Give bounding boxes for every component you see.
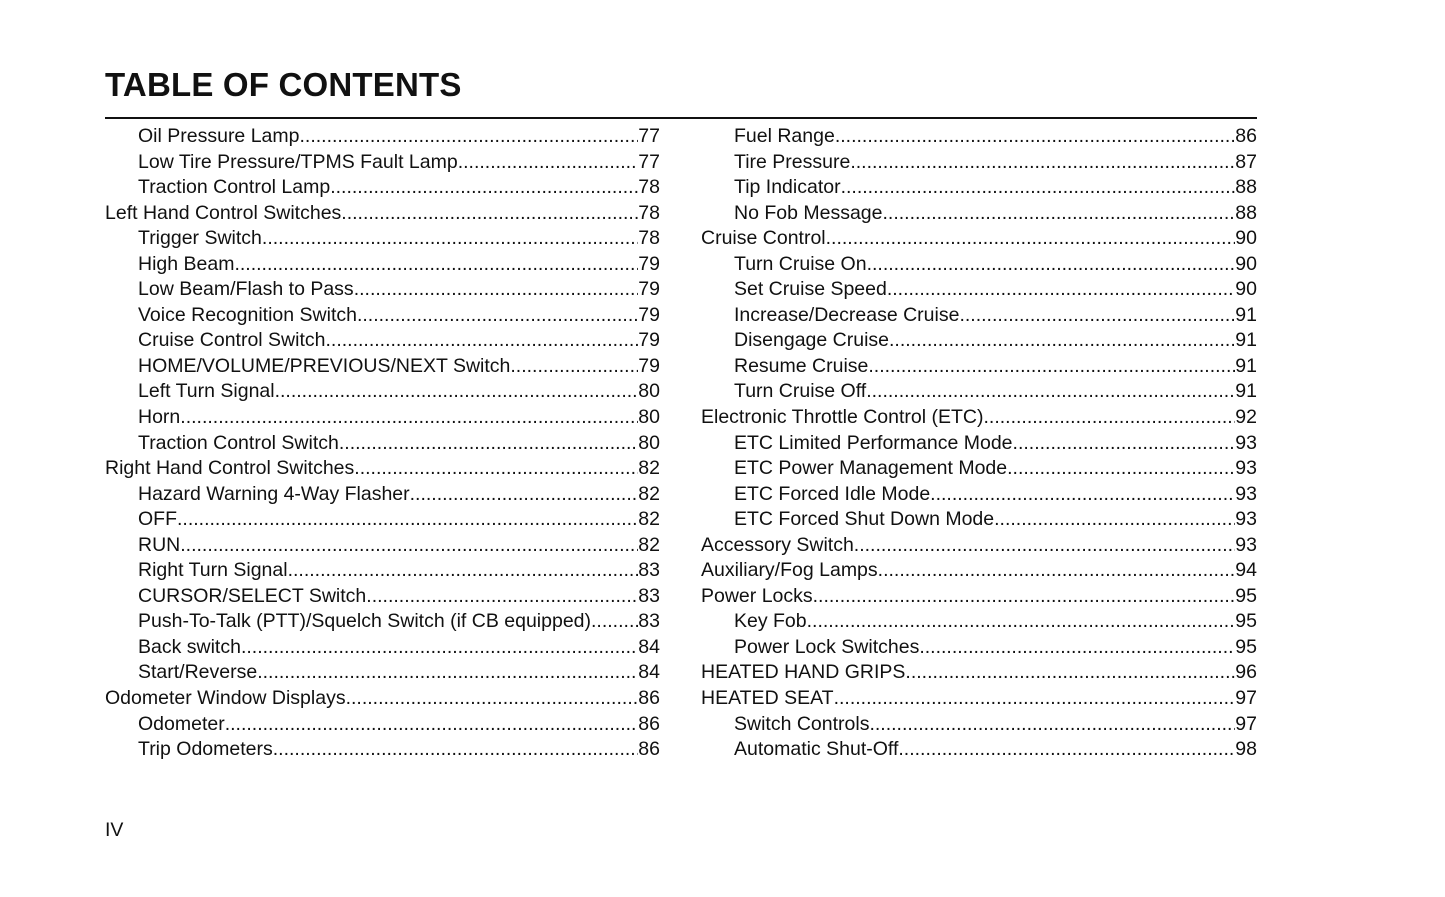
toc-entry-page: 80 <box>638 431 660 454</box>
toc-entry-page: 93 <box>1235 482 1257 505</box>
dot-leader <box>919 635 1235 661</box>
toc-entry-page: 95 <box>1235 610 1257 633</box>
dot-leader <box>257 660 638 686</box>
toc-subentry[interactable] <box>105 660 660 686</box>
toc-subentry[interactable] <box>105 226 660 252</box>
toc-entry-label: Traction Control Switch <box>138 431 339 454</box>
toc-entry[interactable] <box>701 584 1257 610</box>
dot-leader <box>325 328 638 354</box>
toc-entry-label: Auxiliary/Fog Lamps <box>701 559 878 582</box>
toc-entry-label: Cruise Control <box>701 227 826 250</box>
toc-subentry[interactable] <box>701 175 1257 201</box>
toc-entry-page: 80 <box>638 380 660 403</box>
toc-subentry[interactable] <box>105 558 660 584</box>
toc-subentry[interactable] <box>701 507 1257 533</box>
dot-leader <box>354 277 639 303</box>
dot-leader <box>930 482 1235 508</box>
toc-entry-page: 88 <box>1235 201 1257 224</box>
toc-entry-label: Power Locks <box>701 584 813 607</box>
toc-entry-label: Switch Controls <box>734 712 870 735</box>
toc-subentry[interactable] <box>105 584 660 610</box>
dot-leader <box>807 609 1236 635</box>
toc-entry[interactable] <box>701 405 1257 431</box>
toc-subentry[interactable] <box>701 379 1257 405</box>
toc-subentry[interactable] <box>105 712 660 738</box>
toc-entry-label: Odometer Window Displays <box>105 687 346 710</box>
toc-entry-label: Start/Reverse <box>138 661 258 684</box>
toc-entry-label: Power Lock Switches <box>734 635 920 658</box>
toc-subentry[interactable] <box>701 431 1257 457</box>
dot-leader <box>869 712 1235 738</box>
toc-entry-page: 83 <box>638 610 660 633</box>
dot-leader <box>834 686 1236 712</box>
dot-leader <box>180 405 638 431</box>
toc-entry[interactable] <box>701 660 1257 686</box>
toc-entry-page: 80 <box>638 406 660 429</box>
toc-entry-label: CURSOR/SELECT Switch <box>138 584 367 607</box>
toc-entry[interactable] <box>701 533 1257 559</box>
toc-entry-page: 82 <box>638 457 660 480</box>
toc-subentry[interactable] <box>105 328 660 354</box>
toc-entry-page: 91 <box>1235 329 1257 352</box>
toc-entry-page: 96 <box>1235 661 1257 684</box>
dot-leader <box>510 354 638 380</box>
dot-leader <box>366 584 638 610</box>
dot-leader <box>878 558 1236 584</box>
toc-left-column <box>105 124 660 763</box>
toc-entry-label: ETC Limited Performance Mode <box>734 431 1013 454</box>
toc-entry-page: 88 <box>1235 176 1257 199</box>
toc-subentry[interactable] <box>105 635 660 661</box>
title-rule <box>105 117 1257 119</box>
toc-entry-page: 93 <box>1235 431 1257 454</box>
toc-entry-label: Trigger Switch <box>138 227 262 250</box>
dot-leader <box>299 124 638 150</box>
dot-leader <box>959 303 1235 329</box>
toc-entry-label: Hazard Warning 4-Way Flasher <box>138 482 410 505</box>
toc-subentry[interactable] <box>105 431 660 457</box>
toc-subentry[interactable] <box>701 456 1257 482</box>
toc-entry[interactable] <box>105 201 660 227</box>
toc-subentry[interactable] <box>701 303 1257 329</box>
toc-subentry[interactable] <box>701 277 1257 303</box>
toc-subentry[interactable] <box>701 609 1257 635</box>
dot-leader <box>887 277 1235 303</box>
toc-entry[interactable] <box>105 686 660 712</box>
toc-entry[interactable] <box>105 456 660 482</box>
toc-entry-page: 78 <box>638 201 660 224</box>
page-title: TABLE OF CONTENTS <box>105 66 462 103</box>
toc-entry-page: 79 <box>638 303 660 326</box>
dot-leader <box>339 431 638 457</box>
toc-subentry[interactable] <box>105 277 660 303</box>
toc-entry-page: 95 <box>1235 584 1257 607</box>
toc-subentry[interactable] <box>701 201 1257 227</box>
toc-entry-page: 90 <box>1235 252 1257 275</box>
toc-subentry[interactable] <box>105 150 660 176</box>
toc-entry[interactable] <box>701 226 1257 252</box>
toc-entry-page: 86 <box>638 712 660 735</box>
toc-entry-label: Resume Cruise <box>734 354 869 377</box>
dot-leader <box>346 686 639 712</box>
toc-entry-label: Horn <box>138 406 181 429</box>
dot-leader <box>867 252 1236 278</box>
toc-entry-label: Fuel Range <box>734 125 835 147</box>
dot-leader <box>341 201 638 227</box>
toc-entry-label: Automatic Shut-Off <box>734 738 899 761</box>
toc-entry-page: 93 <box>1235 508 1257 531</box>
toc-entry-label: Disengage Cruise <box>734 329 890 352</box>
dot-leader <box>1013 431 1236 457</box>
toc-subentry[interactable] <box>105 482 660 508</box>
dot-leader <box>994 507 1235 533</box>
toc-entry-page: 77 <box>638 125 660 147</box>
toc-subentry[interactable] <box>105 252 660 278</box>
toc-entry[interactable] <box>701 686 1257 712</box>
toc-entry-label: Turn Cruise On <box>734 252 867 275</box>
toc-subentry[interactable] <box>105 175 660 201</box>
toc-subentry[interactable] <box>105 379 660 405</box>
toc-entry-label: Turn Cruise Off <box>734 380 867 403</box>
toc-entry-page: 79 <box>638 278 660 301</box>
dot-leader <box>357 303 638 329</box>
toc-subentry[interactable] <box>701 150 1257 176</box>
toc-entry-label: Low Beam/Flash to Pass <box>138 278 354 301</box>
dot-leader <box>234 252 638 278</box>
toc-entry-label: Low Tire Pressure/TPMS Fault Lamp <box>138 150 458 173</box>
toc-subentry[interactable] <box>105 609 660 635</box>
dot-leader <box>177 507 638 533</box>
toc-subentry[interactable] <box>701 328 1257 354</box>
toc-entry-page: 97 <box>1235 712 1257 735</box>
toc-entry-label: Key Fob <box>734 610 807 633</box>
toc-entry-label: ETC Forced Idle Mode <box>734 482 931 505</box>
toc-subentry[interactable] <box>105 354 660 380</box>
dot-leader <box>898 737 1235 763</box>
dot-leader <box>854 533 1236 559</box>
dot-leader <box>330 175 638 201</box>
toc-entry-page: 77 <box>638 150 660 173</box>
toc-entry-page: 82 <box>638 533 660 556</box>
toc-subentry[interactable] <box>701 124 1257 150</box>
toc-entry-label: High Beam <box>138 252 235 275</box>
dot-leader <box>889 328 1235 354</box>
dot-leader <box>905 660 1235 686</box>
toc-entry-page: 86 <box>638 687 660 710</box>
dot-leader <box>866 379 1235 405</box>
dot-leader <box>813 584 1236 610</box>
toc-subentry[interactable] <box>701 354 1257 380</box>
toc-entry-page: 87 <box>1235 150 1257 173</box>
toc-subentry[interactable] <box>701 635 1257 661</box>
toc-subentry[interactable] <box>105 405 660 431</box>
toc-entry-label: ETC Forced Shut Down Mode <box>734 508 995 531</box>
dot-leader <box>354 456 638 482</box>
dot-leader <box>262 226 638 252</box>
toc-entry-page: 91 <box>1235 380 1257 403</box>
toc-entry-page: 90 <box>1235 227 1257 250</box>
toc-entry-page: 91 <box>1235 303 1257 326</box>
toc-subentry[interactable] <box>701 712 1257 738</box>
toc-entry-label: Set Cruise Speed <box>734 278 887 301</box>
toc-entry-page: 95 <box>1235 635 1257 658</box>
dot-leader <box>868 354 1235 380</box>
dot-leader <box>591 609 638 635</box>
toc-entry-label: Cruise Control Switch <box>138 329 326 352</box>
dot-leader <box>841 175 1236 201</box>
toc-entry-page: 79 <box>638 252 660 275</box>
toc-entry-page: 98 <box>1235 738 1257 761</box>
toc-entry-label: Tire Pressure <box>734 150 851 173</box>
dot-leader <box>275 379 639 405</box>
toc-entry-page: 94 <box>1235 559 1257 582</box>
toc-entry-label: Tip Indicator <box>734 176 841 199</box>
toc-entry-page: 79 <box>638 354 660 377</box>
toc-entry-label: No Fob Message <box>734 201 883 224</box>
toc-subentry[interactable] <box>105 124 660 150</box>
toc-entry-label: Left Turn Signal <box>138 380 275 403</box>
toc-entry-label: HEATED SEAT <box>701 687 834 710</box>
toc-entry-page: 97 <box>1235 687 1257 710</box>
dot-leader <box>1007 456 1235 482</box>
toc-entry[interactable] <box>701 558 1257 584</box>
toc-entry-page: 93 <box>1235 533 1257 556</box>
toc-entry-page: 90 <box>1235 278 1257 301</box>
toc-entry-page: 78 <box>638 176 660 199</box>
toc-entry-label: HOME/VOLUME/PREVIOUS/NEXT Switch <box>138 354 511 377</box>
toc-entry-label: Increase/Decrease Cruise <box>734 303 960 326</box>
toc-entry-label: Electronic Throttle Control (ETC) <box>701 406 984 429</box>
dot-leader <box>826 226 1236 252</box>
toc-subentry[interactable] <box>105 303 660 329</box>
toc-entry-page: 91 <box>1235 354 1257 377</box>
dot-leader <box>180 533 638 559</box>
toc-entry-page: 93 <box>1235 457 1257 480</box>
toc-subentry[interactable] <box>105 737 660 763</box>
toc-entry-page: 82 <box>638 508 660 531</box>
toc-subentry[interactable] <box>105 507 660 533</box>
toc-entry-label: Left Hand Control Switches <box>105 201 342 224</box>
toc-subentry[interactable] <box>701 252 1257 278</box>
dot-leader <box>410 482 639 508</box>
toc-entry-page: 86 <box>638 738 660 761</box>
toc-entry-label: OFF <box>138 508 177 531</box>
page-number: IV <box>105 819 124 841</box>
dot-leader <box>983 405 1235 431</box>
dot-leader <box>241 635 638 661</box>
toc-entry-label: Accessory Switch <box>701 533 854 556</box>
toc-entry-page: 83 <box>638 584 660 607</box>
toc-entry-page: 82 <box>638 482 660 505</box>
toc-right-column <box>701 124 1257 763</box>
toc-entry-label: Right Hand Control Switches <box>105 457 355 480</box>
toc-entry-label: Back switch <box>138 635 241 658</box>
toc-entry-label: Push-To-Talk (PTT)/Squelch Switch (if CB equipped) <box>138 610 592 633</box>
dot-leader <box>288 558 639 584</box>
toc-entry-page: 79 <box>638 329 660 352</box>
toc-entry-page: 84 <box>638 661 660 684</box>
dot-leader <box>273 737 639 763</box>
toc-subentry[interactable] <box>701 737 1257 763</box>
toc-entry-label: Right Turn Signal <box>138 559 288 582</box>
toc-entry-page: 84 <box>638 635 660 658</box>
toc-entry-label: RUN <box>138 533 181 556</box>
dot-leader <box>883 201 1236 227</box>
toc-entry-page: 78 <box>638 227 660 250</box>
toc-subentry[interactable] <box>701 482 1257 508</box>
toc-entry-label: Oil Pressure Lamp <box>138 125 300 147</box>
dot-leader <box>835 124 1235 150</box>
toc-entry-page: 86 <box>1235 125 1257 147</box>
toc-entry-label: Voice Recognition Switch <box>138 303 357 326</box>
dot-leader <box>458 150 639 176</box>
dot-leader <box>225 712 639 738</box>
toc-entry-label: Traction Control Lamp <box>138 176 331 199</box>
toc-entry-label: Trip Odometers <box>138 738 273 761</box>
toc-entry-label: ETC Power Management Mode <box>734 457 1008 480</box>
toc-entry-page: 83 <box>638 559 660 582</box>
toc-subentry[interactable] <box>105 533 660 559</box>
toc-entry-page: 92 <box>1235 406 1257 429</box>
toc-entry-label: Odometer <box>138 712 225 735</box>
dot-leader <box>850 150 1235 176</box>
toc-entry-label: HEATED HAND GRIPS <box>701 661 906 684</box>
